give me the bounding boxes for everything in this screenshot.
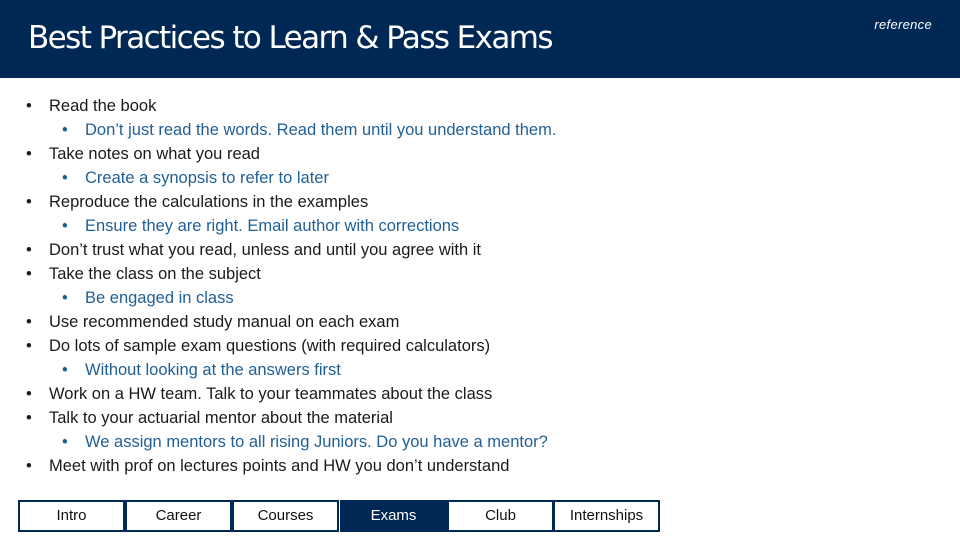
tab-courses[interactable]: Courses bbox=[232, 500, 339, 532]
bullet-dot-icon: • bbox=[26, 409, 32, 427]
bullet-item bbox=[26, 190, 936, 214]
bullet-text: Without looking at the answers first bbox=[85, 361, 341, 379]
sub-bullet-item bbox=[26, 118, 936, 142]
bullet-text: We assign mentors to all rising Juniors. Do you have a mentor? bbox=[85, 433, 548, 451]
bullet-text: Reproduce the calculations in the examples bbox=[49, 193, 369, 211]
bullet-item bbox=[26, 310, 936, 334]
title-banner bbox=[0, 0, 960, 78]
bullet-dot-icon: • bbox=[62, 289, 68, 307]
bullet-text: Read the book bbox=[49, 97, 157, 115]
bullet-text: Create a synopsis to refer to later bbox=[85, 169, 329, 187]
bullet-item bbox=[26, 238, 936, 262]
bullet-dot-icon: • bbox=[62, 121, 68, 139]
sub-bullet-item bbox=[26, 358, 936, 382]
tab-intro[interactable]: Intro bbox=[18, 500, 125, 532]
bullet-dot-icon: • bbox=[26, 313, 32, 331]
tab-exams[interactable]: Exams bbox=[340, 500, 447, 532]
bullet-text: Talk to your actuarial mentor about the material bbox=[49, 409, 393, 427]
bullet-text: Meet with prof on lectures points and HW you don’t understand bbox=[49, 457, 510, 475]
bullet-dot-icon: • bbox=[62, 433, 68, 451]
bullet-dot-icon: • bbox=[26, 241, 32, 259]
bullet-dot-icon: • bbox=[26, 457, 32, 475]
sub-bullet-item bbox=[26, 286, 936, 310]
bullet-dot-icon: • bbox=[26, 97, 32, 115]
bullet-dot-icon: • bbox=[62, 217, 68, 235]
tab-career[interactable]: Career bbox=[125, 500, 232, 532]
bullet-item bbox=[26, 142, 936, 166]
bullet-text: Ensure they are right. Email author with corrections bbox=[85, 217, 460, 235]
bullet-item bbox=[26, 94, 936, 118]
reference-link[interactable]: reference bbox=[874, 17, 932, 32]
bullet-text: Don’t just read the words. Read them until you understand them. bbox=[85, 121, 557, 139]
bullet-item bbox=[26, 334, 936, 358]
bullet-text: Work on a HW team. Talk to your teammates about the class bbox=[49, 385, 493, 403]
bullet-text: Do lots of sample exam questions (with required calculators) bbox=[49, 337, 491, 355]
slide-title: Best Practices to Learn & Pass Exams bbox=[28, 20, 552, 56]
bullet-text: Don’t trust what you read, unless and until you agree with it bbox=[49, 241, 481, 259]
bullet-item bbox=[26, 382, 936, 406]
tab-internships[interactable]: Internships bbox=[553, 500, 660, 532]
bullet-dot-icon: • bbox=[62, 169, 68, 187]
tab-club[interactable]: Club bbox=[447, 500, 554, 532]
bullet-dot-icon: • bbox=[62, 361, 68, 379]
bullet-item bbox=[26, 262, 936, 286]
bullet-item bbox=[26, 454, 936, 478]
sub-bullet-item bbox=[26, 214, 936, 238]
sub-bullet-item bbox=[26, 166, 936, 190]
bullet-text: Take the class on the subject bbox=[49, 265, 261, 283]
bullet-list bbox=[26, 94, 936, 478]
bullet-dot-icon: • bbox=[26, 337, 32, 355]
bullet-text: Take notes on what you read bbox=[49, 145, 260, 163]
bullet-dot-icon: • bbox=[26, 385, 32, 403]
bullet-dot-icon: • bbox=[26, 265, 32, 283]
bullet-dot-icon: • bbox=[26, 145, 32, 163]
bullet-text: Use recommended study manual on each exam bbox=[49, 313, 400, 331]
sub-bullet-item bbox=[26, 430, 936, 454]
bullet-dot-icon: • bbox=[26, 193, 32, 211]
bullet-text: Be engaged in class bbox=[85, 289, 234, 307]
bullet-item bbox=[26, 406, 936, 430]
